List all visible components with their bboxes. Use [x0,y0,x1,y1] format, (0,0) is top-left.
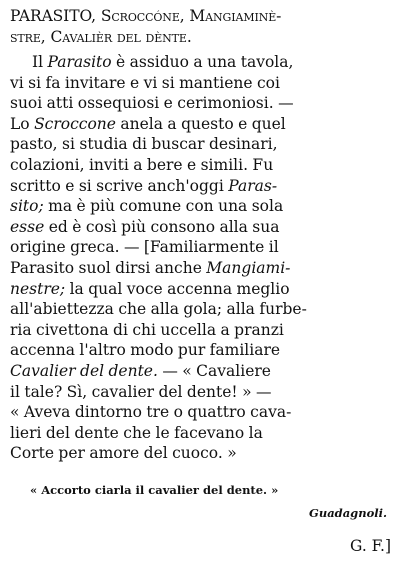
paragraph-line [10,402,391,423]
author-signature: G. F.] [350,537,391,555]
text-run: pasto, si studia di buscar desinari, [10,135,278,154]
text-run: colazioni, inviti a bere e simili. Fu [10,155,274,174]
entry-synonyms-line1: Scroccóne, Mangiaminè- [100,7,282,25]
paragraph-line [10,176,391,197]
text-run: ma è più comune con una sola [43,197,284,216]
text-run: ria civettona di chi uccella a pranzi [10,320,284,339]
text-run: ed è così più consono alla sua [44,217,280,236]
text-run: Corte per amore del cuoco. » [10,444,237,463]
paragraph-line [10,237,391,258]
paragraph-line [10,258,391,279]
text-run: Parasito suol dirsi anche [10,258,207,277]
italic-term: Parasito [47,53,112,71]
paragraph-line [10,93,391,114]
paragraph-line [10,52,391,73]
entry-body [10,52,391,464]
text-run: accenna l'altro modo pur familiare [10,341,281,360]
text-run: vi si fa invitare e vi si mantiene coi [10,73,280,92]
italic-term: sito; [10,197,44,216]
text-run: Lo [10,114,35,133]
paragraph-line [10,279,391,300]
text-run: all'abiettezza che alla gola; alla furbe- [10,300,307,319]
text-run: Il [32,53,48,71]
paragraph-line [10,155,391,176]
paragraph-line [10,443,391,464]
text-run: suoi atti ossequiosi e cerimoniosi. — [10,94,294,113]
italic-term: esse [10,217,45,236]
paragraph-line [10,320,391,341]
text-run: scritto e si scrive anch'oggi [10,176,229,195]
paragraph-line [10,340,391,361]
paragraph-line [10,134,391,155]
text-run: origine greca. — [Familiarmente il [10,238,279,257]
text-run: lieri del dente che le facevano la [10,423,263,442]
paragraph-line [10,217,391,238]
text-run: « Aveva dintorno tre o quattro cava- [10,403,292,422]
italic-term: Paras- [228,176,278,195]
text-run: il tale? Sì, cavalier del dente! » — [10,382,272,401]
paragraph-line [10,114,391,135]
text-run: — « Cavaliere [157,361,271,380]
paragraph-line [10,299,391,320]
italic-term: Cavalier del dente. [10,361,158,380]
text-run: la qual voce accenna meglio [65,279,290,298]
text-run: anela a questo e quel [115,114,286,133]
italic-term: nestre; [10,279,66,298]
quote-author: Guadagnoli. [309,506,387,520]
paragraph-line [10,382,391,403]
paragraph-line [10,423,391,444]
paragraph-line [10,196,391,217]
paragraph-line [10,73,391,94]
italic-term: Scroccone [34,114,116,133]
italic-term: Mangiami- [206,258,291,277]
entry-synonyms-line2: stre, Cavalièr del dènte. [10,28,192,46]
literary-quote: « Accorto ciarla il cavalier del dente. » [30,483,279,497]
text-run: è assiduo a una tavola, [111,53,294,71]
paragraph-line [10,361,391,382]
entry-lemma: PARASITO, [10,7,96,25]
entry-heading [10,6,394,48]
